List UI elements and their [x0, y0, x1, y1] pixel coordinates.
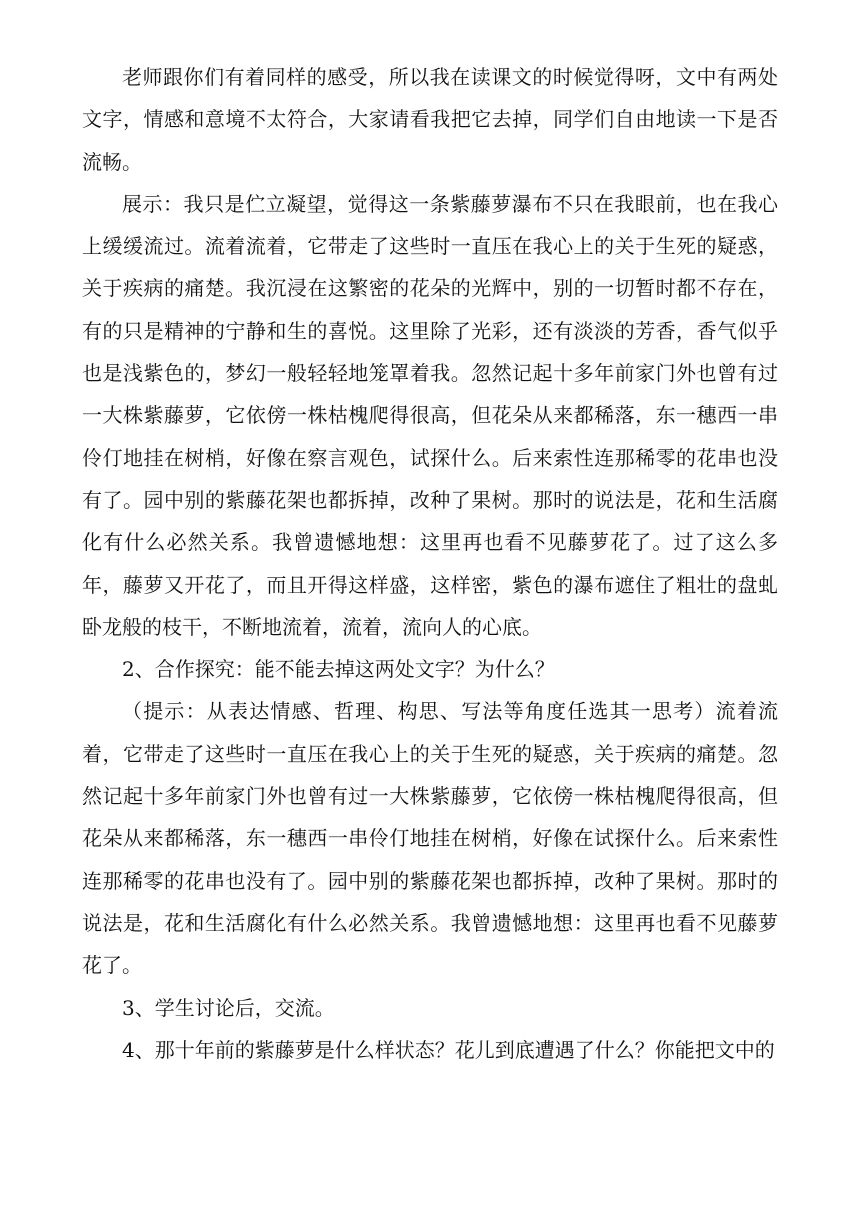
paragraph-teacher-remark: 老师跟你们有着同样的感受，所以我在读课文的时候觉得呀，文中有两处文字，情感和意境不太符合，大家请看我把它去掉，同学们自由地读一下是否流畅。 [82, 65, 778, 174]
paragraph-cooperative-inquiry: 2、合作探究：能不能去掉这两处文字？为什么？ [122, 657, 555, 682]
paragraph-display-excerpt: 展示：我只是伫立凝望，觉得这一条紫藤萝瀑布不只在我眼前，也在我心上缓缓流过。流着流着，它带走了这些时一直压在我心上的关于生死的疑惑，关于疾病的痛楚。我沉浸在这繁密的花朵的光辉中，别的一切暂时都不存在，有的只是精神的宁静和生的喜悦。这里除了光彩，还有淡淡的芳香，香气似乎也是浅紫色的，梦幻一般轻轻地笼罩着我。忽然记起十多年前家门外也曾有过一大株紫藤萝，它依傍一株枯槐爬得很高，但花朵从来都稀落，东一穗西一串伶仃地挂在树梢，好像在察言观色，试探什么。后来索性连那稀零的花串也没有了。园中别的紫藤花架也都拆掉，改种了果树。那时的说法是，花和生活腐化有什么必然关系。我曾遗憾地想：这里再也看不见藤萝花了。过了这么多年，藤萝又开花了，而且开得这样盛，这样密，紫色的瀑布遮住了粗壮的盘虬卧龙般的枝干，不断地流着，流着，流向人的心底。 [82, 191, 778, 639]
paragraph-hint: （提示：从表达情感、哲理、构思、写法等角度任选其一思考）流着流着，它带走了这些时一直压在我心上的关于生死的疑惑，关于疾病的痛楚。忽然记起十多年前家门外也曾有过一大株紫藤萝，它依傍一株枯槐爬得很高，但花朵从来都稀落，东一穗西一串伶仃地挂在树梢，好像在试探什么。后来索性连那稀零的花串也没有了。园中别的紫藤花架也都拆掉，改种了果树。那时的说法是，花和生活腐化有什么必然关系。我曾遗憾地想：这里再也看不见藤萝花了。 [82, 699, 778, 978]
paragraph-student-discussion: 3、学生讨论后，交流。 [122, 995, 335, 1020]
paragraph-question: 4、那十年前的紫藤萝是什么样状态？花儿到底遭遇了什么？你能把文中的 [122, 1037, 775, 1062]
document-body [82, 56, 778, 1071]
